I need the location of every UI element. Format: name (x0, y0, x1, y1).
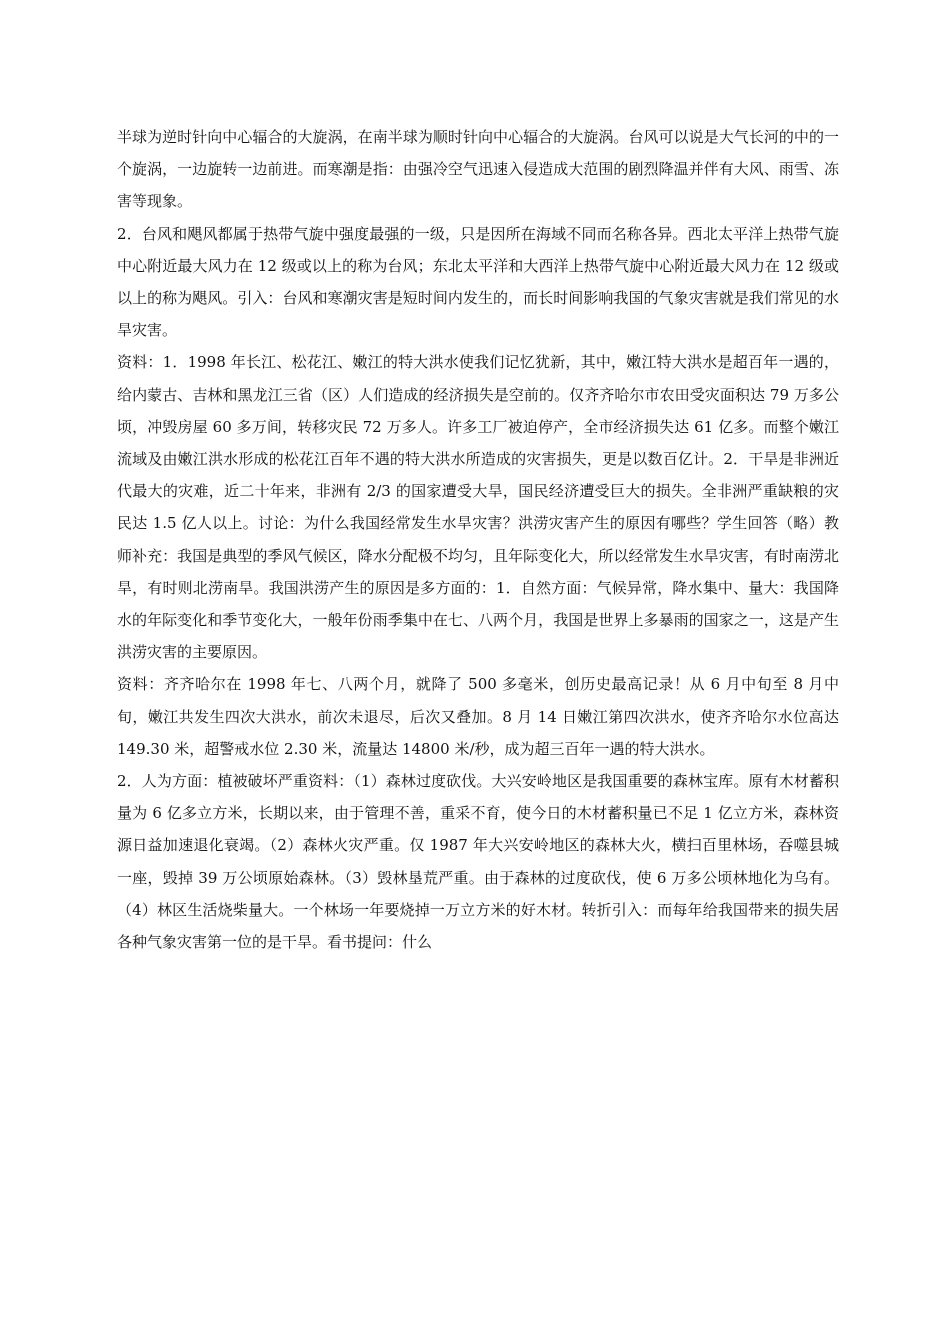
paragraph-human-factors: 2．人为方面：植被破坏严重资料：（1）森林过度砍伐。大兴安岭地区是我国重要的森林宝库。原有木材蓄积量为 6 亿多立方米，长期以来，由于管理不善，重采不育，使今日的木材蓄积量已不足 1 亿立方米，森林资源日益加速退化衰竭。（2）森林火灾严重。仅 1987 年大兴安岭地区的森林大火，横扫百里林场，吞噬县城一座，毁掉 39 万公顷原始森林。（3）毁林垦荒严重。由于森林的过度砍伐，使 6 万多公顷林地化为乌有。（4）林区生活烧柴量大。一个林场一年要烧掉一万立方米的好木材。转折引入：而每年给我国带来的损失居各种气象灾害第一位的是干旱。看书提问：什么 (117, 772, 839, 952)
paragraph-typhoon-definition: 半球为逆时针向中心辐合的大旋涡，在南半球为顺时针向中心辐合的大旋涡。台风可以说是大气长河的中的一个旋涡，一边旋转一边前进。而寒潮是指：由强冷空气迅速入侵造成大范围的剧烈降温并伴有大风、雨雪、冻害等现象。 (117, 128, 839, 211)
paragraph-typhoon-hurricane: 2．台风和飓风都属于热带气旋中强度最强的一级，只是因所在海域不同而名称各异。西北太平洋上热带气旋中心附近最大风力在 12 级或以上的称为台风；东北太平洋和大西洋上热带气旋中心附近最大风力在 12 级或以上的称为飓风。引入：台风和寒潮灾害是短时间内发生的，而长时间影响我国的气象灾害就是我们常见的水旱灾害。 (117, 224, 839, 340)
paragraph-qiqihar-flood: 资料：齐齐哈尔在 1998 年七、八两个月，就降了 500 多毫米，创历史最高记录！从 6 月中旬至 8 月中旬，嫩江共发生四次大洪水，前次未退尽，后次又叠加。8 月 14 日嫩江第四次洪水，使齐齐哈尔水位高达 149.30 米，超警戒水位 2.30 米，流量达 14800 米/秒，成为超三百年一遇的特大洪水。 (117, 675, 839, 758)
document-body (117, 121, 839, 958)
paragraph-flood-drought-material: 资料：1．1998 年长江、松花江、嫩江的特大洪水使我们记忆犹新，其中，嫩江特大洪水是超百年一遇的，给内蒙古、吉林和黑龙江三省（区）人们造成的经济损失是空前的。仅齐齐哈尔市农田受灾面积达 79 万多公顷，冲毁房屋 60 多万间，转移灾民 72 万多人。许多工厂被迫停产，全市经济损失达 61 亿多。而整个嫩江流域及由嫩江洪水形成的松花江百年不遇的特大洪水所造成的灾害损失，更是以数百亿计。2．干旱是非洲近代最大的灾难，近二十年来，非洲有 2/3 的国家遭受大旱，国民经济遭受巨大的损失。全非洲严重缺粮的灾民达 1.5 亿人以上。讨论：为什么我国经常发生水旱灾害？洪涝灾害产生的原因有哪些？学生回答（略）教师补充：我国是典型的季风气候区，降水分配极不均匀，且年际变化大，所以经常发生水旱灾害，有时南涝北旱，有时则北涝南旱。我国洪涝产生的原因是多方面的：1．自然方面：气候异常，降水集中、量大：我国降水的年际变化和季节变化大，一般年份雨季集中在七、八两个月，我国是世界上多暴雨的国家之一，这是产生洪涝灾害的主要原因。 (117, 353, 839, 662)
